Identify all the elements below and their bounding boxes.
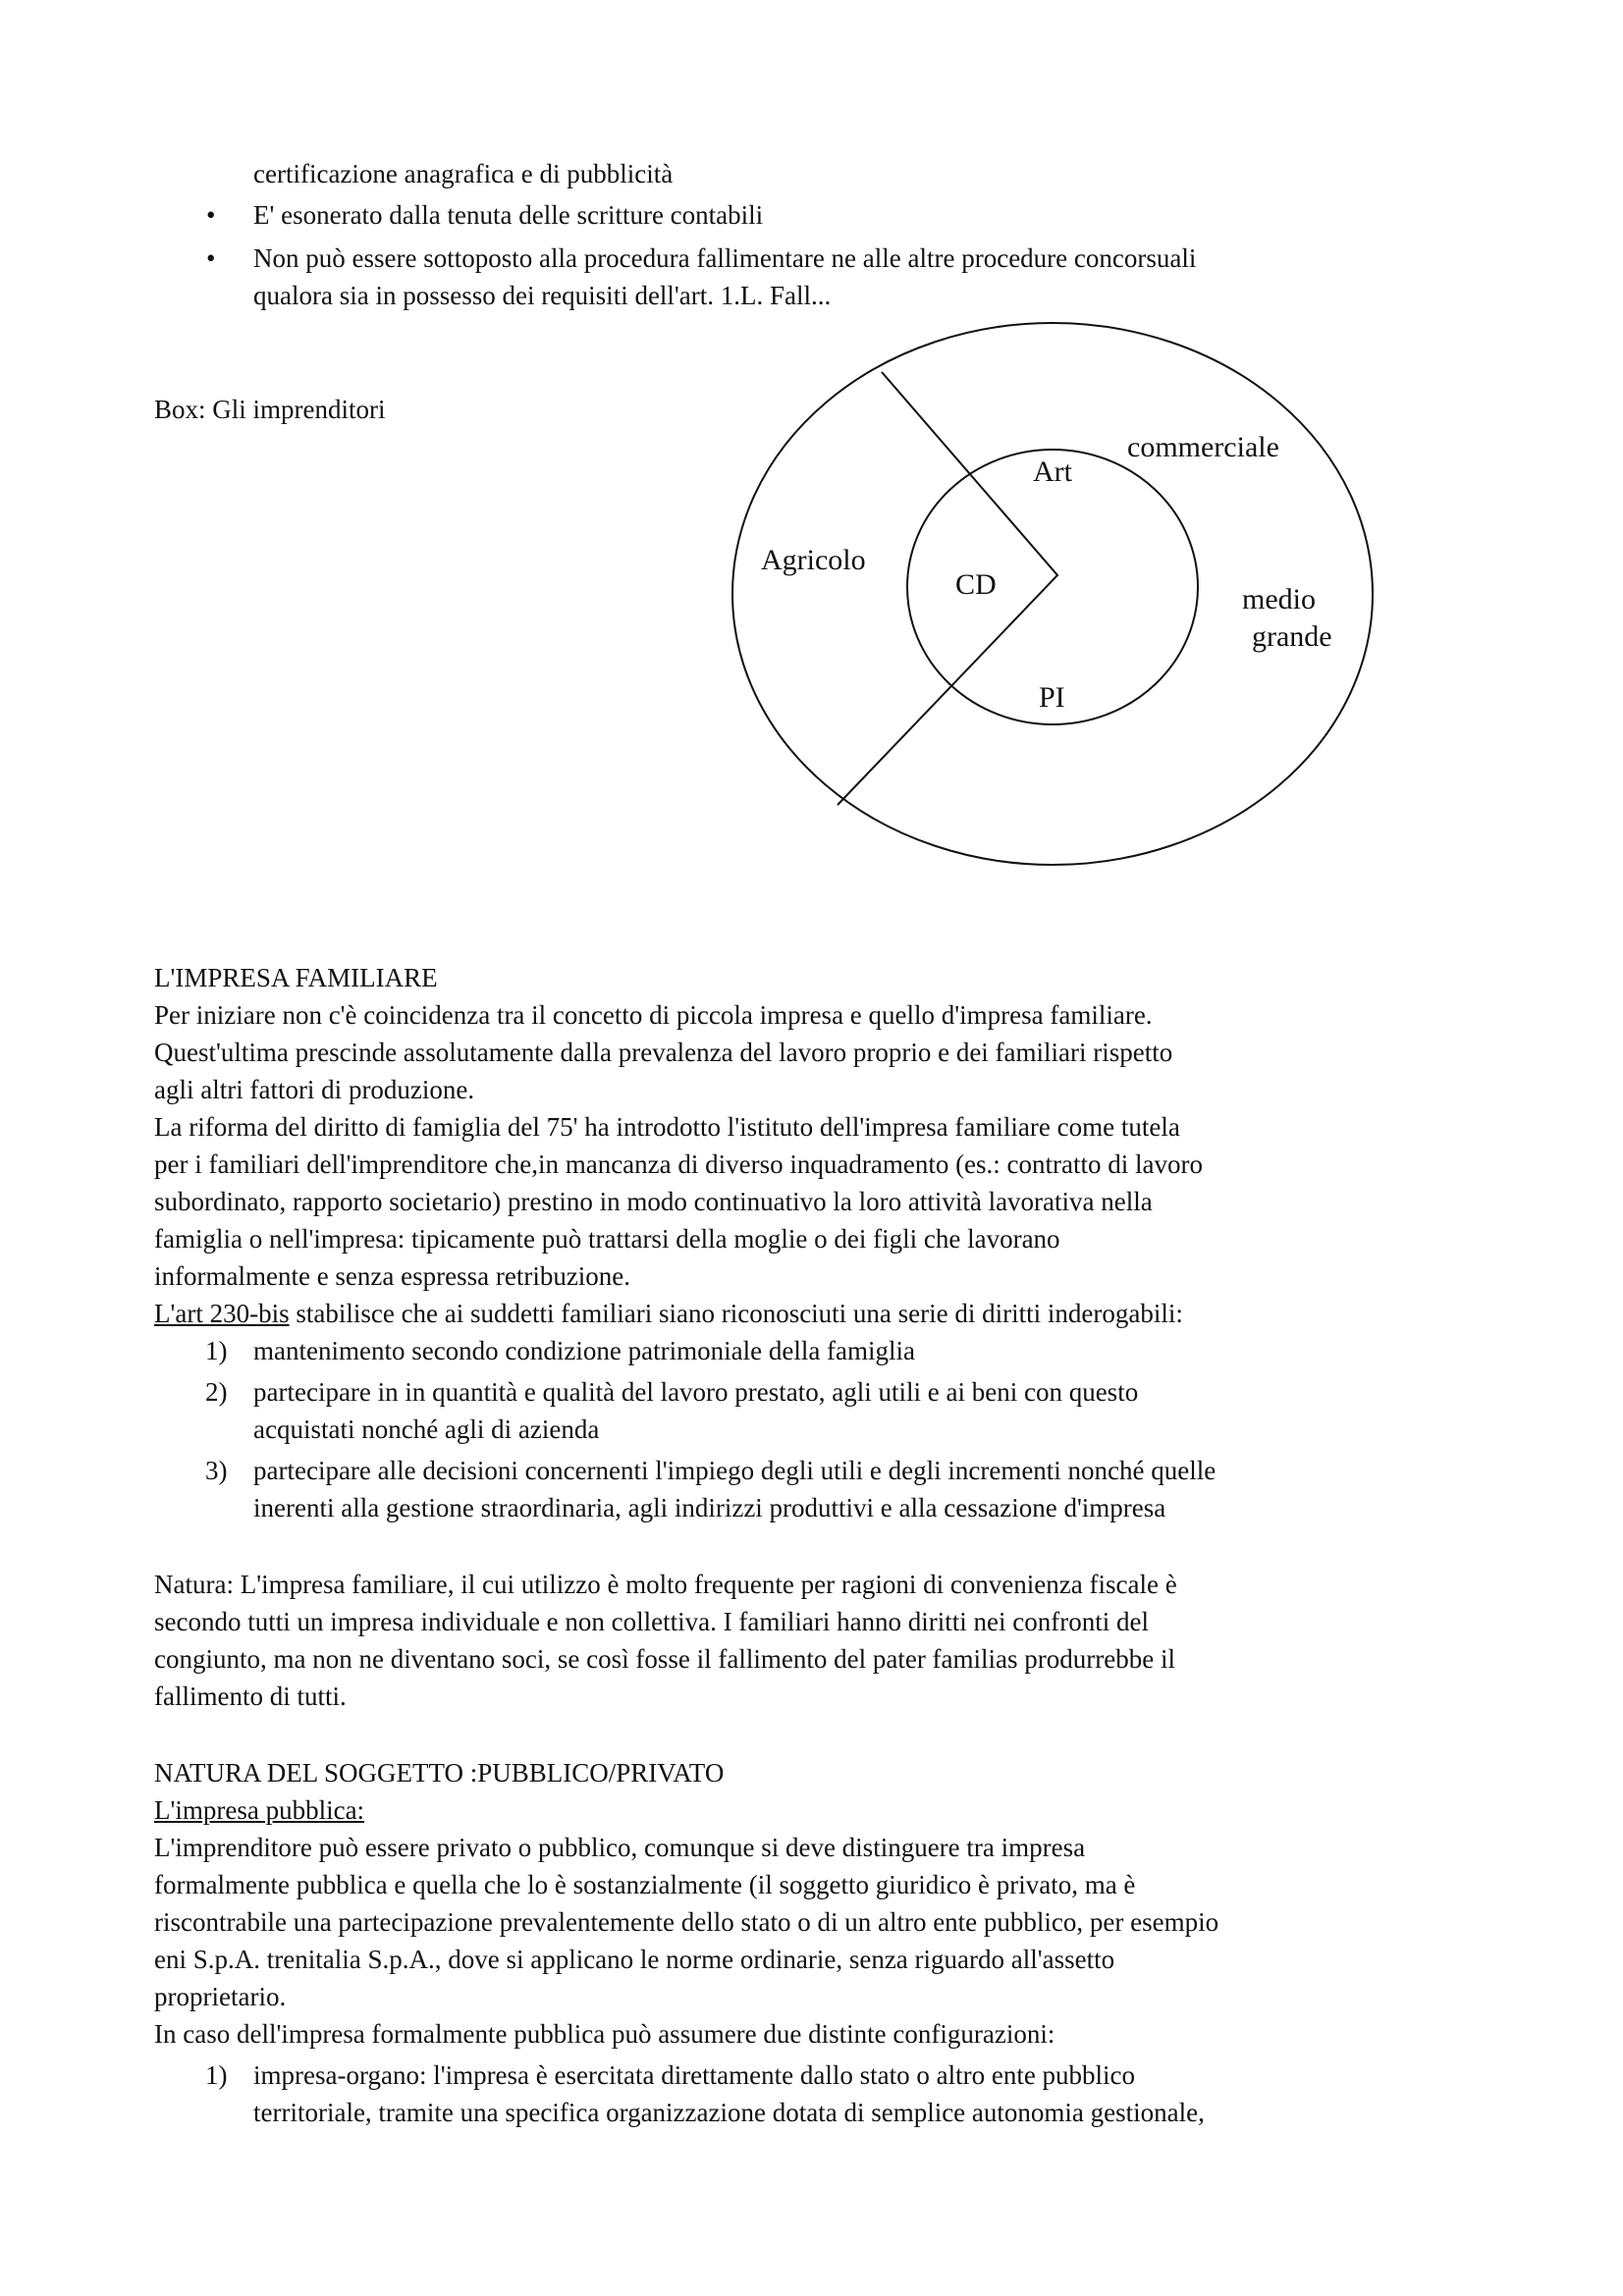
- label-grande: grande: [1252, 620, 1332, 653]
- natura-line: secondo tutti un impresa individuale e non collettiva. I familiari hanno diritti nei confronti del: [154, 1607, 1149, 1636]
- list-item-text: mantenimento secondo condizione patrimoniale della famiglia: [253, 1336, 916, 1365]
- bullet-symbol: •: [206, 200, 216, 230]
- paragraph-line: formalmente pubblica e quella che lo è sostanzialmente (il soggetto giuridico è privato, ma è: [154, 1870, 1136, 1899]
- box-caption: Box: Gli imprenditori: [154, 395, 386, 424]
- paragraph-line: Per iniziare non c'è coincidenza tra il concetto di piccola impresa e quello d'impresa familiare.: [154, 1000, 1153, 1030]
- label-pi: PI: [1039, 681, 1065, 714]
- paragraph-line: famiglia o nell'impresa: tipicamente può trattarsi della moglie o dei figli che lavorano: [154, 1224, 1060, 1254]
- paragraph-line: proprietario.: [154, 1982, 287, 2011]
- intro-cont-line: certificazione anagrafica e di pubblicità: [253, 159, 674, 188]
- art-reference-rest: stabilisce che ai suddetti familiari siano riconosciuti una serie di diritti inderogabili:: [289, 1299, 1183, 1328]
- natura-line: fallimento di tutti.: [154, 1682, 347, 1711]
- list-item-text: impresa-organo: l'impresa è esercitata direttamente dallo stato o altro ente pubblico: [253, 2060, 1136, 2090]
- paragraph-line: L'imprenditore può essere privato o pubblico, comunque si deve distinguere tra impresa: [154, 1833, 1086, 1862]
- paragraph-line: Quest'ultima prescinde assolutamente dalla prevalenza del lavoro proprio e dei familiari rispetto: [154, 1038, 1173, 1067]
- label-agricolo: Agricolo: [761, 544, 866, 576]
- bullet-text: Non può essere sottoposto alla procedura fallimentare ne alle altre procedure concorsuali: [253, 243, 1197, 273]
- paragraph-line: riscontrabile una partecipazione prevalentemente dello stato o di un altro ente pubblico, per esempio: [154, 1907, 1219, 1937]
- list-number: 3): [205, 1456, 228, 1485]
- list-item-text: partecipare in in quantità e qualità del lavoro prestato, agli utili e ai beni con questo: [253, 1377, 1139, 1407]
- list-number: 1): [205, 1336, 228, 1365]
- list-number: 1): [205, 2060, 228, 2090]
- list-number: 2): [205, 1377, 228, 1407]
- paragraph-line: [154, 1295, 1183, 1332]
- paragraph-line: agli altri fattori di produzione.: [154, 1075, 475, 1104]
- list-item-text: inerenti alla gestione straordinaria, agli indirizzi produttivi e alla cessazione d'impresa: [253, 1493, 1166, 1522]
- paragraph-line: subordinato, rapporto societario) prestino in modo continuativo la loro attività lavorativa nella: [154, 1187, 1153, 1216]
- paragraph-line: eni S.p.A. trenitalia S.p.A., dove si applicano le norme ordinarie, senza riguardo all'assetto: [154, 1945, 1115, 1974]
- section-heading: NATURA DEL SOGGETTO :PUBBLICO/PRIVATO: [154, 1758, 725, 1788]
- bullet-symbol: •: [206, 243, 216, 273]
- label-cd: CD: [955, 568, 997, 601]
- list-item-text: territoriale, tramite una specifica organizzazione dotata di semplice autonomia gestionale,: [253, 2098, 1205, 2127]
- list-item-text: acquistati nonché agli di azienda: [253, 1415, 600, 1444]
- paragraph-line: informalmente e senza espressa retribuzione.: [154, 1261, 631, 1291]
- natura-line: congiunto, ma non ne diventano soci, se così fosse il fallimento del pater familias produrrebbe il: [154, 1644, 1175, 1674]
- natura-line: Natura: L'impresa familiare, il cui utilizzo è molto frequente per ragioni di convenienza fiscale è: [154, 1570, 1177, 1599]
- label-art: Art: [1033, 455, 1072, 488]
- bullet-text: qualora sia in possesso dei requisiti dell'art. 1.L. Fall...: [253, 281, 832, 310]
- art-reference: L'art 230-bis: [154, 1299, 290, 1328]
- list-item-text: partecipare alle decisioni concernenti l'impiego degli utili e degli incrementi nonché quelle: [253, 1456, 1217, 1485]
- label-medio: medio: [1242, 583, 1316, 615]
- subheading: L'impresa pubblica:: [154, 1795, 365, 1825]
- paragraph-line: per i familiari dell'imprenditore che,in mancanza di diverso inquadramento (es.: contratto di lavoro: [154, 1149, 1203, 1179]
- label-commerciale: commerciale: [1127, 431, 1279, 463]
- paragraph-line: La riforma del diritto di famiglia del 75' ha introdotto l'istituto dell'impresa familiare come tutela: [154, 1112, 1180, 1142]
- paragraph-line: In caso dell'impresa formalmente pubblica può assumere due distinte configurazioni:: [154, 2019, 1055, 2049]
- bullet-text: E' esonerato dalla tenuta delle scritture contabili: [253, 200, 764, 230]
- imprenditori-diagram: [0, 0, 1623, 982]
- section-heading: L'IMPRESA FAMILIARE: [154, 963, 438, 992]
- sector-divider: [838, 372, 1057, 805]
